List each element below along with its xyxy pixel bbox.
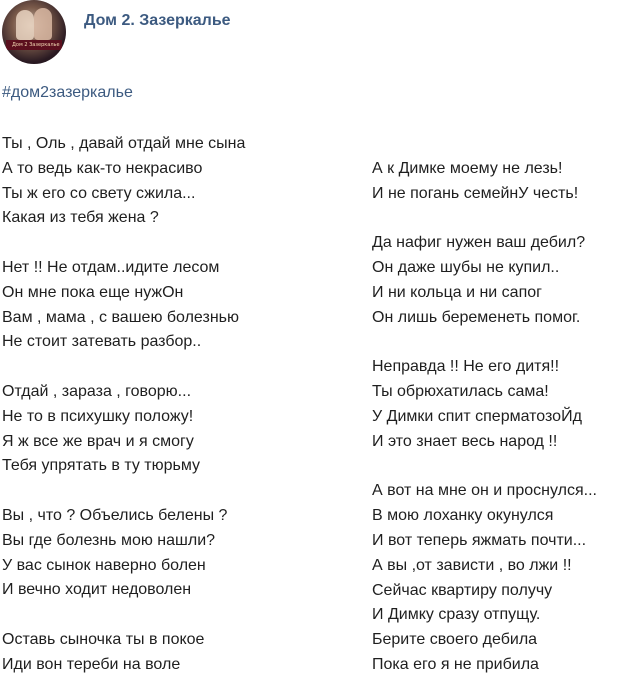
stanza-gap — [372, 455, 634, 480]
poem-line: Нет !! Не отдам..идите лесом — [2, 258, 220, 276]
poem-line: Ты , Оль , давай отдай мне сына — [2, 135, 246, 152]
poem-line: А к Димке моему не лезь! — [372, 160, 563, 177]
stanza-gap — [2, 479, 302, 504]
poem-line: Я ж все же врач и я смогу — [2, 432, 194, 450]
group-avatar[interactable] — [2, 0, 66, 64]
stanza-gap — [2, 355, 302, 380]
poem-line: Он лишь беременеть помог. — [372, 308, 581, 326]
poem-line: Пока его я не прибила — [372, 655, 539, 673]
poem-line: А то ведь как-то некрасиво — [2, 159, 203, 177]
stanza-gap — [372, 331, 634, 356]
poem-line: Какая из тебя жена ? — [2, 209, 159, 227]
poem-left-column — [2, 132, 302, 678]
poem-line: У Димки спит сперматозоЙд — [372, 407, 582, 425]
poem-line: Не то в психушку положу! — [2, 407, 194, 425]
poem-line: Отдай , зараза , говорю... — [2, 382, 192, 400]
stanza-gap — [2, 231, 302, 256]
poem-line: И не погань семейнУ честь! — [372, 184, 579, 202]
group-name-link[interactable]: Дом 2. Зазеркалье — [84, 12, 231, 29]
poem-line: В мою лоханку окунулся — [372, 507, 554, 525]
poem-line: Сейчас квартиру получу — [372, 581, 553, 599]
poem-line: И ни кольца и ни сапог — [372, 283, 542, 301]
poem-line: Ты ж его со свету сжила... — [2, 184, 196, 202]
poem-line: Не стоит затевать разбор.. — [2, 333, 202, 351]
poem-line: Вам , мама , с вашею болезнью — [2, 308, 239, 326]
poem-line: Неправда !! Не его дитя!! — [372, 358, 560, 376]
poem-line: Вы , что ? Объелись белены ? — [2, 506, 228, 524]
poem-line: Иди вон тереби на воле — [2, 655, 181, 673]
poem-line: Вы где болезнь мою нашли? — [2, 531, 216, 549]
stanza-gap — [2, 603, 302, 628]
avatar-caption: Дом 2 Зазеркалье — [12, 42, 60, 48]
poem-line: И вот теперь яжмать почти... — [372, 531, 587, 549]
poem-line: Он даже шубы не купил.. — [372, 259, 560, 277]
poem-line: Ты обрюхатилась сама! — [372, 383, 549, 401]
avatar-figure-left — [16, 10, 34, 40]
poem-line: Берите своего дебила — [372, 631, 538, 649]
poem-line: И это знает весь народ !! — [372, 432, 558, 450]
stanza-gap — [372, 207, 634, 232]
poem-line: Он мне пока еще нужОн — [2, 283, 184, 301]
poem-line: И Димку сразу отпущу. — [372, 606, 541, 624]
poem-line: И вечно ходит недоволен — [2, 581, 192, 599]
poem-line: У вас сынок наверно болен — [2, 556, 206, 574]
poem-right-column — [372, 157, 634, 678]
poem-line: Тебя упрятать в ту тюрьму — [2, 457, 201, 475]
avatar-figure-right — [34, 8, 52, 40]
hashtag-link[interactable]: #дом2зазеркалье — [2, 84, 133, 101]
poem-line: А вы ,от зависти , во лжи !! — [372, 556, 572, 574]
poem-line: Да нафиг нужен ваш дебил? — [372, 234, 586, 252]
poem-line: Оставь сыночка ты в покое — [2, 630, 205, 648]
poem-line: А вот на мне он и проснулся... — [372, 482, 597, 500]
